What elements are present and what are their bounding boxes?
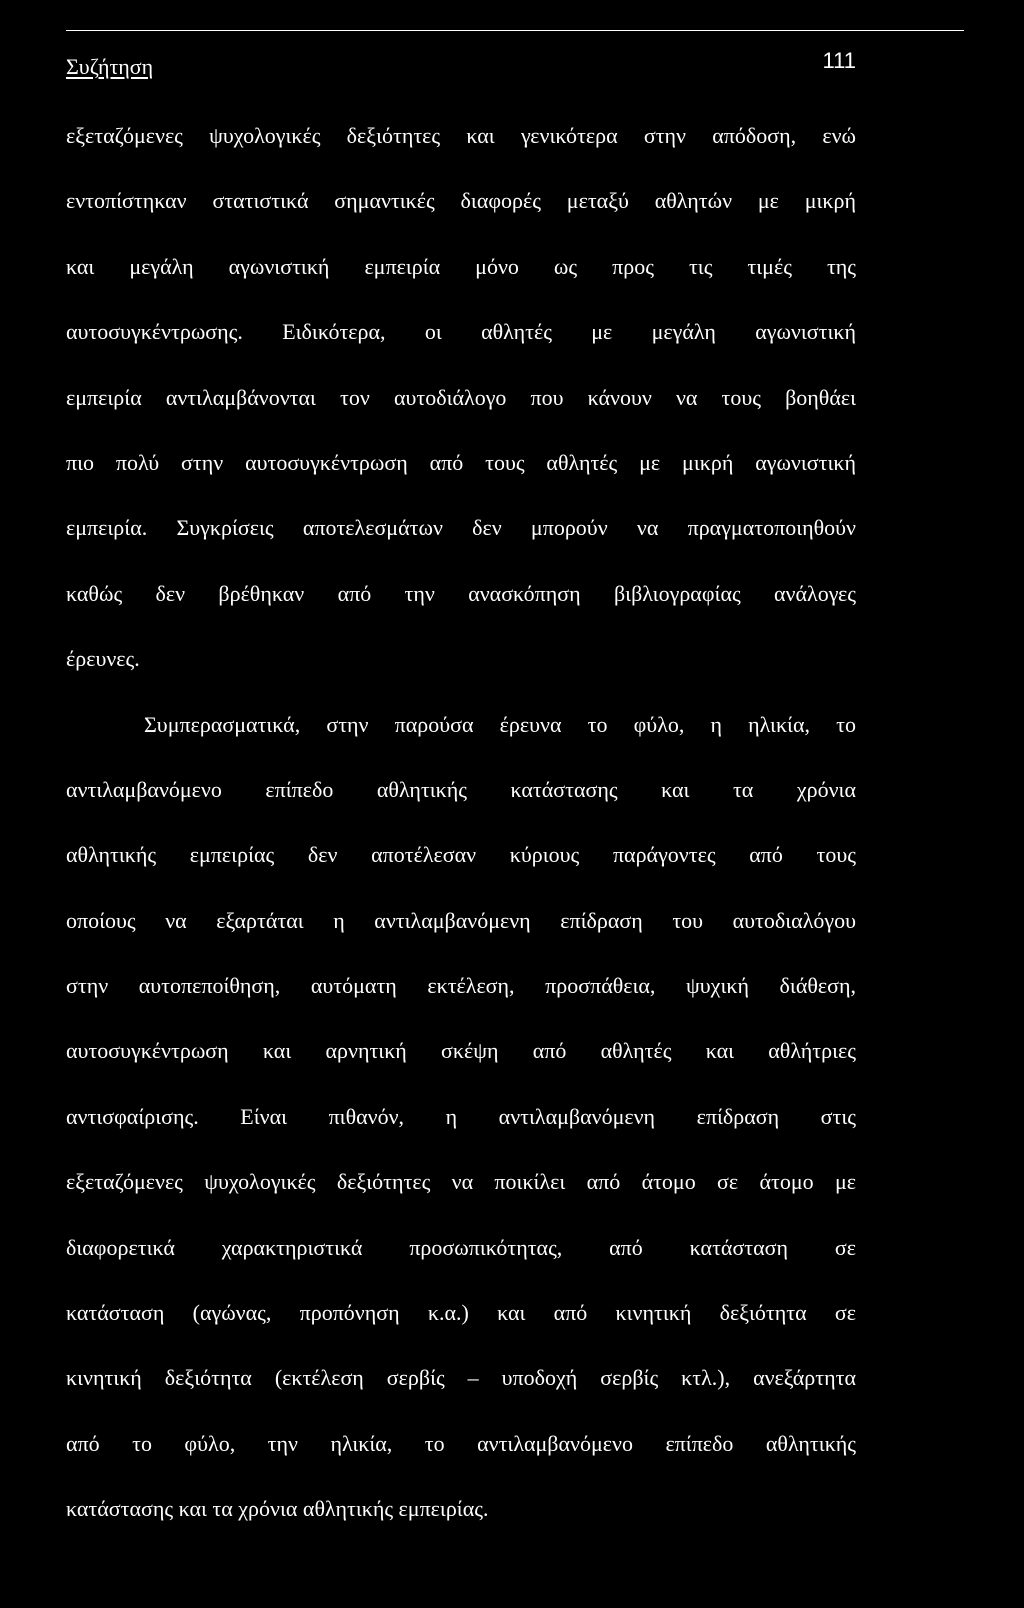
text-line: αυτοσυγκέντρωση και αρνητική σκέψη από αθλητές και αθλήτριες bbox=[66, 1038, 856, 1064]
text-line: εξεταζόμενες ψυχολογικές δεξιότητες να ποικίλει από άτομο σε άτομο με bbox=[66, 1169, 856, 1195]
text-line: Συμπερασματικά, στην παρούσα έρευνα το φύλο, η ηλικία, το bbox=[144, 711, 856, 737]
text-line: οποίους να εξαρτάται η αντιλαμβανόμενη επίδραση του αυτοδιαλόγου bbox=[66, 907, 856, 933]
paragraph-1 bbox=[66, 116, 856, 705]
section-title: Συζήτηση bbox=[66, 54, 154, 79]
text-line: κατάστασης και τα χρόνια αθλητικής εμπειρίας. bbox=[66, 1496, 489, 1522]
text-line: εμπειρία. Συγκρίσεις αποτελεσμάτων δεν μπορούν να πραγματοποιηθούν bbox=[66, 515, 856, 541]
text-line: κατάσταση (αγώνας, προπόνηση κ.α.) και από κινητική δεξιότητα σε bbox=[66, 1300, 856, 1326]
body-text bbox=[66, 116, 856, 1555]
text-line: κινητική δεξιότητα (εκτέλεση σερβίς – υποδοχή σερβίς κτλ.), ανεξάρτητα bbox=[66, 1365, 856, 1391]
text-line: από το φύλο, την ηλικία, το αντιλαμβανόμενο επίπεδο αθλητικής bbox=[66, 1430, 856, 1456]
text-line: στην αυτοπεποίθηση, αυτόματη εκτέλεση, προσπάθεια, ψυχική διάθεση, bbox=[66, 973, 856, 999]
text-line: πιο πολύ στην αυτοσυγκέντρωση από τους αθλητές με μικρή αγωνιστική bbox=[66, 449, 856, 475]
text-line: αυτοσυγκέντρωσης. Ειδικότερα, οι αθλητές με μεγάλη αγωνιστική bbox=[66, 319, 856, 345]
text-line: καθώς δεν βρέθηκαν από την ανασκόπηση βιβλιογραφίας ανάλογες bbox=[66, 580, 856, 606]
paragraph-2 bbox=[66, 705, 856, 1555]
text-line: εξεταζόμενες ψυχολογικές δεξιότητες και γενικότερα στην απόδοση, ενώ bbox=[66, 123, 856, 148]
text-line: αντισφαίρισης. Είναι πιθανόν, η αντιλαμβανόμενη επίδραση στις bbox=[66, 1103, 856, 1129]
text-line: αντιλαμβανόμενο επίπεδο αθλητικής κατάστασης και τα χρόνια bbox=[66, 776, 856, 802]
text-line: αθλητικής εμπειρίας δεν αποτέλεσαν κύριους παράγοντες από τους bbox=[66, 842, 856, 868]
text-line: εντοπίστηκαν στατιστικά σημαντικές διαφορές μεταξύ αθλητών με μικρή bbox=[66, 188, 856, 214]
text-line: έρευνες. bbox=[66, 646, 140, 672]
header-rule bbox=[66, 30, 964, 31]
text-line: διαφορετικά χαρακτηριστικά προσωπικότητας, από κατάσταση σε bbox=[66, 1234, 856, 1260]
text-line: εμπειρία αντιλαμβάνονται τον αυτοδιάλογο που κάνουν να τους βοηθάει bbox=[66, 384, 856, 410]
text-line: και μεγάλη αγωνιστική εμπειρία μόνο ως προς τις τιμές της bbox=[66, 253, 856, 279]
page-number: 111 bbox=[822, 48, 856, 73]
running-header bbox=[66, 48, 856, 84]
